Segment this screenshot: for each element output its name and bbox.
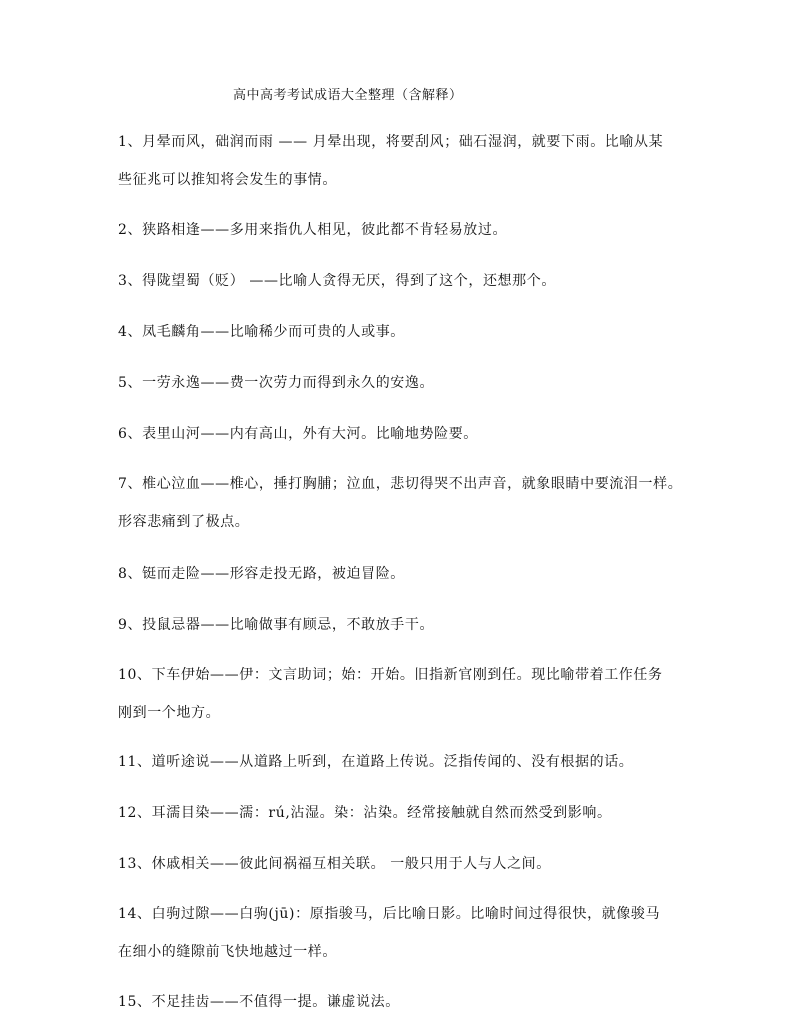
entry-line: 4、凤毛麟角——比喻稀少而可贵的人或事。 [118,324,405,340]
idiom-entry-3 [118,262,708,300]
entry-line: 形容悲痛到了极点。 [118,514,250,530]
idiom-entry-7 [118,465,708,541]
idiom-entry-5 [118,364,708,402]
entry-line: 7、椎心泣血——椎心，捶打胸脯；泣血，悲切得哭不出声音，就象眼睛中要流泪一样。 [118,476,683,492]
entry-line: 12、耳濡目染——濡：rú,沾湿。染：沾染。经常接触就自然而然受到影响。 [118,805,612,821]
entry-line: 5、一劳永逸——费一次劳力而得到永久的安逸。 [118,375,435,391]
idiom-entry-12 [118,794,708,832]
idiom-entry-11 [118,743,708,781]
entry-line: 些征兆可以推知将会发生的事情。 [118,172,337,188]
idiom-entry-2 [118,211,708,249]
idiom-entry-6 [118,415,708,453]
entry-line: 11、道听途说——从道路上听到，在道路上传说。泛指传闻的、没有根据的话。 [118,754,634,770]
entry-line: 15、不足挂齿——不值得一提。谦虚说法。 [118,994,400,1010]
entry-line: 6、表里山河——内有高山，外有大河。比喻地势险要。 [118,426,478,442]
idiom-entry-10 [118,656,708,732]
entry-line: 2、狭路相逢——多用来指仇人相见，彼此都不肯轻易放过。 [118,222,508,238]
entry-line: 1、月晕而风，础润而雨 —— 月晕出现，将要刮风；础石湿润，就要下雨。比喻从某 [118,134,664,150]
document-title: 高中高考考试成语大全整理（含解释） [233,88,463,103]
entry-line: 在细小的缝隙前飞快地越过一样。 [118,944,337,960]
entry-line: 14、白驹过隙——白驹(jū)：原指骏马，后比喻日影。比喻时间过得很快，就像骏马 [118,906,661,922]
idiom-entry-9 [118,606,708,644]
idiom-entry-13 [118,845,708,883]
entry-line: 10、下车伊始——伊：文言助词；始：开始。旧指新官刚到任。现比喻带着工作任务 [118,667,663,683]
entry-line: 9、投鼠忌器——比喻做事有顾忌，不敢放手干。 [118,617,435,633]
idiom-entry-14 [118,895,708,971]
entry-line: 刚到一个地方。 [118,705,221,721]
idiom-entry-1 [118,123,708,199]
idiom-entry-15 [118,983,708,1021]
idiom-entry-8 [118,555,708,593]
entry-line: 8、铤而走险——形容走投无路，被迫冒险。 [118,566,405,582]
entry-line: 3、得陇望蜀（贬） ——比喻人贪得无厌，得到了这个，还想那个。 [118,273,556,289]
entry-line: 13、休戚相关——彼此间祸福互相关联。 一般只用于人与人之间。 [118,856,551,872]
idiom-entry-4 [118,313,708,351]
